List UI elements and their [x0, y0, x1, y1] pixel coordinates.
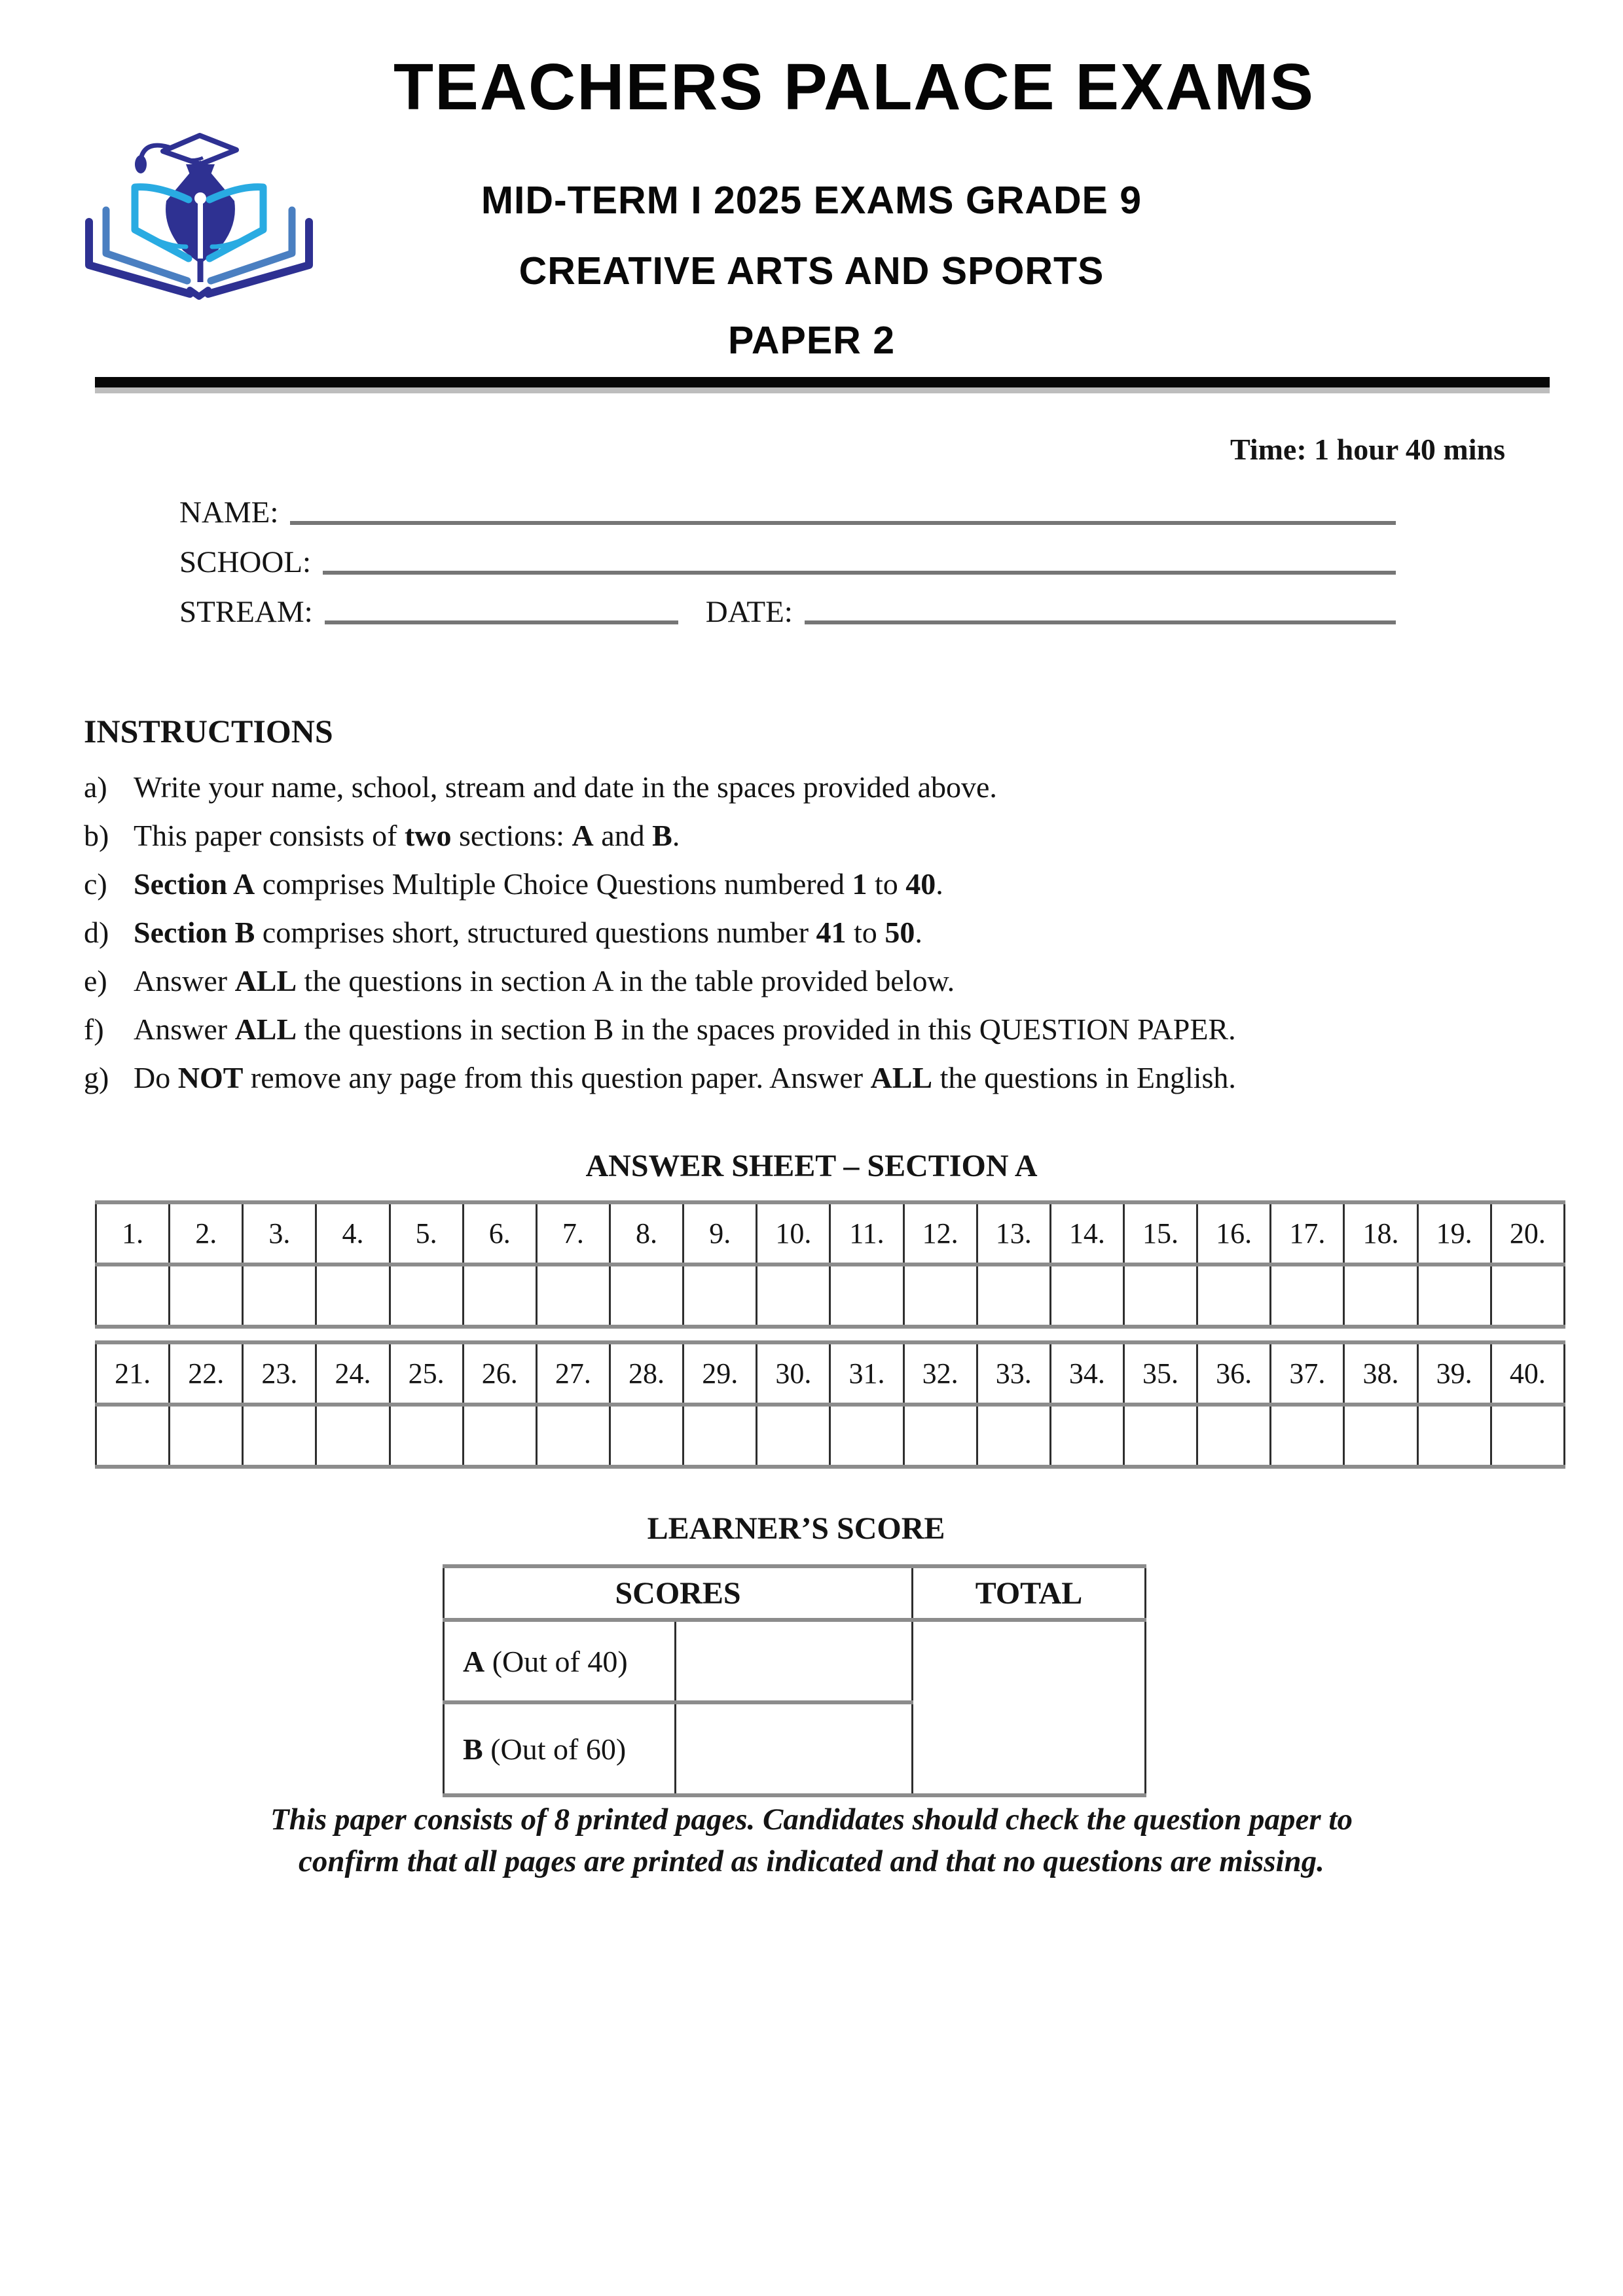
instruction-letter: e) — [84, 964, 107, 997]
instruction-item — [84, 1005, 1550, 1054]
answer-blank-cell — [830, 1265, 903, 1327]
exam-board-title: TEACHERS PALACE EXAMS — [393, 50, 1315, 124]
answer-number-cell: 16. — [1197, 1202, 1271, 1265]
answer-number-cell: 35. — [1123, 1342, 1197, 1405]
instructions-list — [84, 763, 1550, 1102]
stream-fill-line — [325, 620, 678, 624]
answer-number-cell: 30. — [757, 1342, 830, 1405]
answer-blank-cell — [316, 1405, 390, 1467]
answer-number-cell: 2. — [170, 1202, 243, 1265]
answer-number-cell: 25. — [390, 1342, 463, 1405]
instruction-text: Section B comprises short, structured questions number 41 to 50. — [134, 916, 922, 949]
answer-blank-cell — [170, 1405, 243, 1467]
page-count-note-line1: This paper consists of 8 printed pages. Candidates should check the question paper to — [270, 1803, 1353, 1837]
instruction-letter: f) — [84, 1013, 104, 1046]
answer-blank-cell — [316, 1265, 390, 1327]
instruction-item — [84, 1054, 1550, 1102]
answer-number-cell: 34. — [1050, 1342, 1123, 1405]
header-divider-rule — [95, 377, 1550, 393]
answer-number-cell: 29. — [684, 1342, 757, 1405]
answer-number-cell: 10. — [757, 1202, 830, 1265]
learner-score-heading: LEARNER’S SCORE — [647, 1511, 945, 1546]
answer-number-cell: 7. — [536, 1202, 610, 1265]
instruction-item — [84, 908, 1550, 957]
school-fill-line — [323, 571, 1396, 575]
answer-blank-cell — [1271, 1405, 1344, 1467]
answer-blank-cell — [757, 1405, 830, 1467]
answer-blank-cell — [1344, 1265, 1417, 1327]
answer-blank-cell — [684, 1405, 757, 1467]
answer-number-cell: 1. — [96, 1202, 170, 1265]
answer-blank-cell — [1123, 1265, 1197, 1327]
instruction-item — [84, 763, 1550, 812]
answer-sheet-table-1-20 — [95, 1200, 1565, 1329]
answer-blank-cell — [1050, 1265, 1123, 1327]
answer-sheet-heading: ANSWER SHEET – SECTION A — [585, 1149, 1038, 1183]
answer-blank-cell — [1050, 1405, 1123, 1467]
instruction-text: Answer ALL the questions in section B in the spaces provided in this QUESTION PAPER. — [134, 1013, 1236, 1046]
answer-blank-cell — [977, 1265, 1050, 1327]
instruction-item — [84, 957, 1550, 1005]
answer-number-cell: 15. — [1123, 1202, 1197, 1265]
instruction-letter: c) — [84, 867, 107, 901]
paper-number-subtitle: PAPER 2 — [727, 319, 896, 362]
answer-number-cell: 13. — [977, 1202, 1050, 1265]
answer-blank-cell — [1344, 1405, 1417, 1467]
answer-number-cell: 23. — [243, 1342, 316, 1405]
instruction-item — [84, 860, 1550, 908]
answer-blank-cell — [243, 1405, 316, 1467]
answer-number-cell: 9. — [684, 1202, 757, 1265]
answer-number-cell: 6. — [463, 1202, 536, 1265]
instructions-heading: INSTRUCTIONS — [84, 713, 333, 749]
answer-blank-cell — [536, 1265, 610, 1327]
answer-number-cell: 21. — [96, 1342, 170, 1405]
answer-number-cell: 36. — [1197, 1342, 1271, 1405]
student-details-block — [179, 480, 1396, 630]
answer-blank-cell — [684, 1265, 757, 1327]
answer-blank-cell — [1197, 1405, 1271, 1467]
answer-number-cell: 18. — [1344, 1202, 1417, 1265]
answer-number-cell: 26. — [463, 1342, 536, 1405]
instruction-item — [84, 812, 1550, 860]
answer-number-cell: 22. — [170, 1342, 243, 1405]
scores-column-header: SCORES — [444, 1566, 913, 1620]
answer-number-cell: 20. — [1491, 1202, 1564, 1265]
answer-number-cell: 39. — [1417, 1342, 1491, 1405]
total-column-header: TOTAL — [913, 1566, 1146, 1620]
instruction-text: Answer ALL the questions in section A in the table provided below. — [134, 964, 955, 997]
answer-blank-cell — [390, 1405, 463, 1467]
answer-number-cell: 38. — [1344, 1342, 1417, 1405]
score-entry-cell — [676, 1702, 913, 1795]
instruction-text: Write your name, school, stream and date in the spaces provided above. — [134, 770, 997, 804]
answer-blank-cell — [390, 1265, 463, 1327]
answer-number-cell: 3. — [243, 1202, 316, 1265]
answer-number-cell: 27. — [536, 1342, 610, 1405]
answer-blank-cell — [1491, 1265, 1564, 1327]
school-label: SCHOOL: — [179, 545, 312, 579]
answer-number-cell: 37. — [1271, 1342, 1344, 1405]
exam-session-subtitle: MID-TERM I 2025 EXAMS GRADE 9 — [481, 179, 1142, 222]
answer-blank-cell — [1271, 1265, 1344, 1327]
date-label: DATE: — [705, 595, 793, 629]
answer-number-cell: 11. — [830, 1202, 903, 1265]
answer-blank-cell — [1123, 1405, 1197, 1467]
school-field-row — [179, 530, 1396, 580]
answer-blank-cell — [830, 1405, 903, 1467]
answer-number-cell: 14. — [1050, 1202, 1123, 1265]
page-count-note — [0, 1799, 1623, 1882]
answer-blank-cell — [96, 1405, 170, 1467]
name-field-row — [179, 480, 1396, 530]
score-entry-cell — [676, 1620, 913, 1702]
answer-blank-cell — [903, 1405, 977, 1467]
instruction-text: This paper consists of two sections: A and B. — [134, 819, 680, 852]
answer-blank-cell — [1197, 1265, 1271, 1327]
answer-number-cell: 32. — [903, 1342, 977, 1405]
subject-subtitle: CREATIVE ARTS AND SPORTS — [519, 249, 1104, 293]
score-row-label: A (Out of 40) — [444, 1620, 676, 1702]
graduation-cap-icon — [135, 135, 236, 181]
stream-label: STREAM: — [179, 595, 313, 629]
answer-blank-cell — [610, 1405, 683, 1467]
answer-sheet-table-21-40 — [95, 1340, 1565, 1469]
name-fill-line — [290, 521, 1396, 525]
instruction-text: Section A comprises Multiple Choice Questions numbered 1 to 40. — [134, 867, 943, 901]
time-limit-label: Time: 1 hour 40 mins — [1230, 433, 1505, 466]
answer-blank-cell — [977, 1405, 1050, 1467]
page-count-note-line2: confirm that all pages are printed as indicated and that no questions are missing. — [299, 1844, 1324, 1878]
instruction-letter: a) — [84, 770, 107, 804]
answer-number-cell: 12. — [903, 1202, 977, 1265]
answer-number-cell: 24. — [316, 1342, 390, 1405]
answer-blank-cell — [1417, 1405, 1491, 1467]
answer-blank-cell — [1417, 1265, 1491, 1327]
answer-number-cell: 28. — [610, 1342, 683, 1405]
total-entry-cell — [913, 1620, 1146, 1795]
answer-number-cell: 17. — [1271, 1202, 1344, 1265]
answer-blank-cell — [1491, 1405, 1564, 1467]
date-fill-line — [805, 620, 1396, 624]
answer-number-cell: 8. — [610, 1202, 683, 1265]
answer-number-cell: 31. — [830, 1342, 903, 1405]
answer-blank-cell — [96, 1265, 170, 1327]
score-row-label: B (Out of 60) — [444, 1702, 676, 1795]
answer-blank-cell — [610, 1265, 683, 1327]
answer-blank-cell — [757, 1265, 830, 1327]
learner-score-table — [443, 1564, 1146, 1797]
instruction-letter: b) — [84, 819, 109, 852]
stream-date-field-row — [179, 580, 1396, 630]
answer-number-cell: 4. — [316, 1202, 390, 1265]
answer-blank-cell — [170, 1265, 243, 1327]
instruction-text: Do NOT remove any page from this question paper. Answer ALL the questions in English. — [134, 1061, 1236, 1094]
instruction-letter: d) — [84, 916, 109, 949]
answer-number-cell: 40. — [1491, 1342, 1564, 1405]
answer-number-cell: 33. — [977, 1342, 1050, 1405]
answer-blank-cell — [903, 1265, 977, 1327]
name-label: NAME: — [179, 495, 279, 529]
answer-number-cell: 5. — [390, 1202, 463, 1265]
answer-blank-cell — [463, 1405, 536, 1467]
answer-number-cell: 19. — [1417, 1202, 1491, 1265]
answer-blank-cell — [243, 1265, 316, 1327]
answer-blank-cell — [536, 1405, 610, 1467]
answer-blank-cell — [463, 1265, 536, 1327]
instruction-letter: g) — [84, 1061, 109, 1094]
